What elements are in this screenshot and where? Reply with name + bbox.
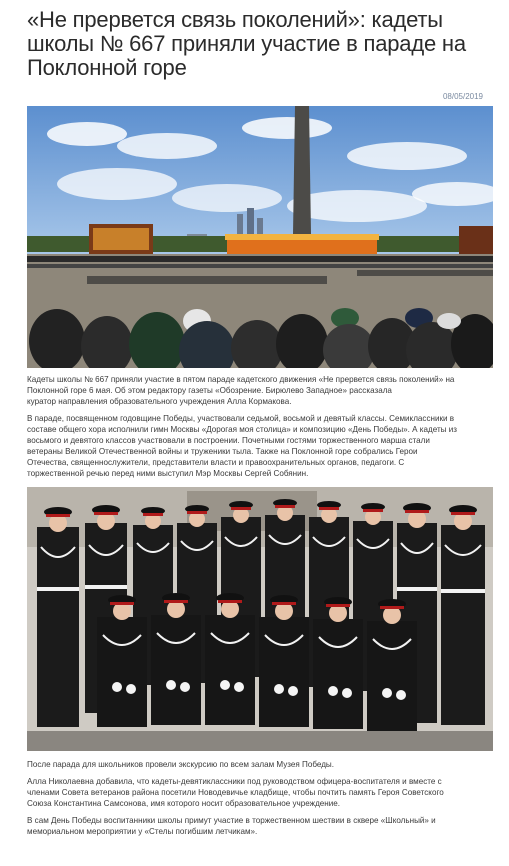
article-paragraph — [27, 776, 483, 809]
paragraph-line: В сам День Победы воспитанники школы примут участие в торжественном шествии в сквере «Школьный» и — [27, 816, 436, 825]
paragraph-line: Союза Константина Самсонова, имя которого носит образовательное учреждение. — [27, 799, 341, 808]
paragraph-line: составе общего хора исполнили гимн Москвы «Дорогая моя столица» и композицию «День Победы». А кадеты из — [27, 425, 457, 434]
caption-line: После парада для школьников провели экскурсию по всем залам Музея Победы. — [27, 760, 335, 769]
photo-caption — [27, 374, 483, 407]
paragraph-line: Отечества, священнослужители, представители власти и правоохранительных органов, педагоги. С — [27, 458, 405, 467]
parade-photo — [27, 106, 493, 368]
paragraph-line: ветераны Великой Отечественной войны и труженики тыла. Также на Поклонной горе собрались Герои — [27, 447, 418, 456]
paragraph-line: торжественной речью перед ними выступил Мэр Москвы Сергей Собянин. — [27, 469, 309, 478]
title-line: «Не прервется связь поколений»: кадеты — [27, 7, 443, 32]
article-title — [27, 8, 483, 80]
caption-line: Поклонной горе 6 мая. Об этом редактору газеты «Обозрение. Бирюлево Западное» рассказала — [27, 386, 392, 395]
article-paragraph — [27, 815, 483, 837]
title-line: школы № 667 приняли участие в параде на — [27, 31, 466, 56]
paragraph-line: мемориальном мероприятии у «Стелы погибшим летчикам». — [27, 827, 258, 836]
caption-line: Кадеты школы № 667 приняли участие в пятом параде кадетского движения «Не прервется связь поколений» на — [27, 375, 455, 384]
article-paragraph — [27, 413, 483, 479]
photo-caption — [27, 759, 483, 770]
paragraph-line: восьмого и девятого классов участвовали в построении. Почетными гостями торжественного марша стали — [27, 436, 430, 445]
paragraph-line: Алла Николаевна добавила, что кадеты-девятиклассники под руководством офицера-воспитателя и вместе с — [27, 777, 442, 786]
cadets-group-photo — [27, 487, 493, 751]
paragraph-line: членами Совета ветеранов района посетили Новодевичье кладбище, чтобы почтить память Героя Советского — [27, 788, 444, 797]
title-line: Поклонной горе — [27, 55, 187, 80]
paragraph-line: В параде, посвященном годовщине Победы, участвовали седьмой, восьмой и девятый классы. Семиклассники в — [27, 414, 455, 423]
publication-date: 08/05/2019 — [442, 92, 483, 101]
article — [0, 8, 509, 837]
caption-line: куратор направления образовательного учреждения Алла Кормакова. — [27, 397, 292, 406]
